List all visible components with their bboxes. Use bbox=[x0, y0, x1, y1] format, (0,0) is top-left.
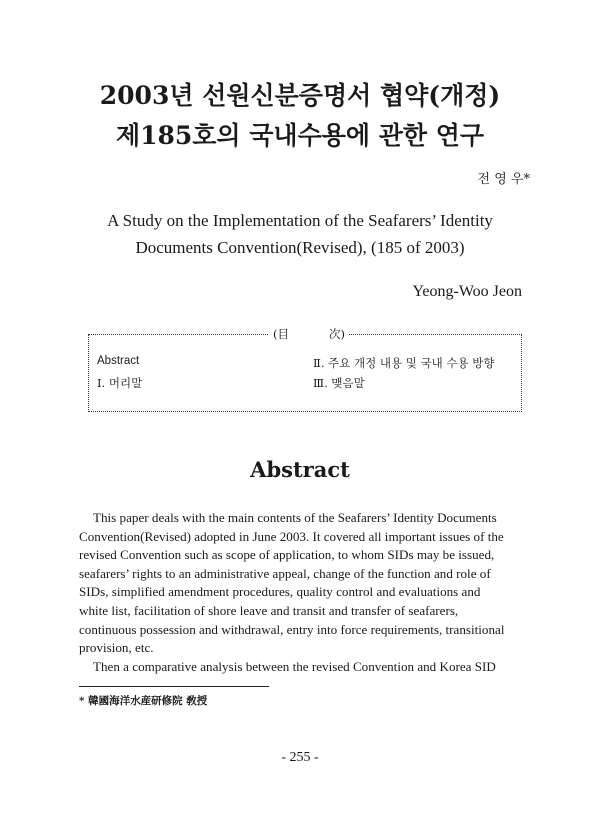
toc-label-right: 次) bbox=[329, 327, 345, 341]
abstract-line: continuous possession and withdrawal, entry into force requirements, transitional bbox=[79, 621, 505, 637]
abstract-line: white list, facilitation of shore leave and transit and transfer of seafarers, bbox=[79, 602, 459, 618]
author-english: Yeong-Woo Jeon bbox=[412, 283, 522, 300]
toc-label bbox=[269, 326, 349, 342]
page-number: - 255 - bbox=[281, 750, 319, 765]
author-korean: 전 영 우* bbox=[477, 172, 530, 187]
toc-item-abstract: Abstract bbox=[97, 355, 140, 367]
abstract-body bbox=[79, 509, 521, 676]
korean-title-line-2: 제185호의 국내수용에 관한 연구 bbox=[115, 121, 485, 150]
toc-item-introduction: Ⅰ. 머리말 bbox=[97, 376, 143, 390]
abstract-line: provision, etc. bbox=[79, 640, 154, 656]
toc-item-main-contents: Ⅱ. 주요 개정 내용 및 국내 수용 방향 bbox=[313, 356, 495, 370]
footnote-rule bbox=[79, 686, 269, 687]
toc-label-left: (目 bbox=[273, 327, 289, 341]
abstract-heading: Abstract bbox=[250, 457, 350, 482]
abstract-line: seafarers’ rights to an administrative appeal, change of the function and role of bbox=[79, 565, 491, 581]
abstract-line: Then a comparative analysis between the revised Convention and Korea SID bbox=[93, 658, 496, 674]
toc-item-conclusion: Ⅲ. 맺음말 bbox=[313, 376, 365, 390]
english-title-line-1: A Study on the Implementation of the Seafarers’ Identity bbox=[107, 211, 493, 230]
korean-title-line-1: 2003년 선원신분증명서 협약(개정) bbox=[99, 81, 501, 110]
abstract-line: Convention(Revised) adopted in June 2003. It covered all important issues of the bbox=[79, 528, 504, 544]
english-title-line-2: Documents Convention(Revised), (185 of 2003) bbox=[135, 238, 465, 257]
abstract-line: revised Convention such as scope of application, to whom SIDs may be issued, bbox=[79, 547, 495, 563]
table-of-contents-box bbox=[88, 327, 522, 412]
abstract-line: SIDs, simplified amendment procedures, quality control and evaluations and bbox=[79, 584, 481, 600]
abstract-line: This paper deals with the main contents of the Seafarers’ Identity Documents bbox=[93, 510, 497, 525]
footnote-affiliation: * 韓國海洋水産研修院 敎授 bbox=[79, 695, 208, 707]
